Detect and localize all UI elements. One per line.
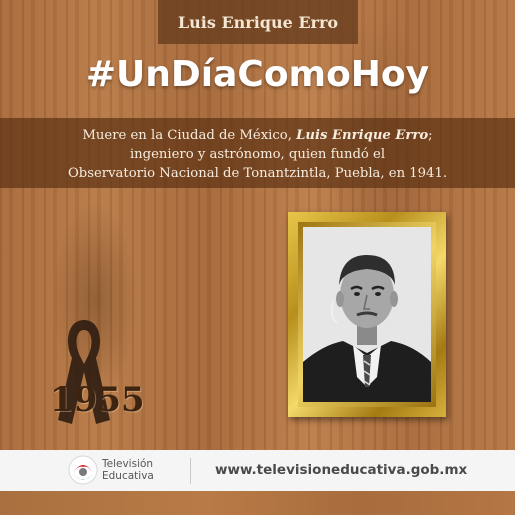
description-line2: ingeniero y astrónomo, quien fundó el: [129, 147, 386, 162]
description-line3: Observatorio Nacional de Tonantzintla, Puebla, en 1941.: [67, 166, 448, 181]
logo-line1: Televisión: [102, 458, 154, 470]
description-line1-after: ;: [428, 128, 433, 143]
website-url[interactable]: www.televisioneducativa.gob.mx: [215, 462, 468, 478]
hashtag-title: #UnDíaComoHoy: [85, 54, 430, 95]
televisión-educativa-logo-icon: [68, 455, 98, 485]
portrait-frame-inner: [298, 222, 436, 407]
description-line1-before: Muere en la Ciudad de México,: [82, 128, 297, 143]
description-name: Luis Enrique Erro: [296, 128, 429, 143]
year-label: 1955: [50, 380, 145, 420]
portrait-photo: [303, 227, 431, 402]
portrait-frame: [288, 212, 446, 417]
bottom-wood-strip: [0, 491, 515, 515]
portrait-illustration: [303, 227, 431, 402]
description-band: [0, 118, 515, 188]
person-name: Luis Enrique Erro: [177, 12, 339, 32]
title-tab: [158, 0, 358, 44]
logo-line2: Educativa: [102, 470, 154, 482]
description-text: [0, 118, 515, 183]
footer-divider: [190, 458, 191, 484]
logo-text: [102, 458, 154, 482]
